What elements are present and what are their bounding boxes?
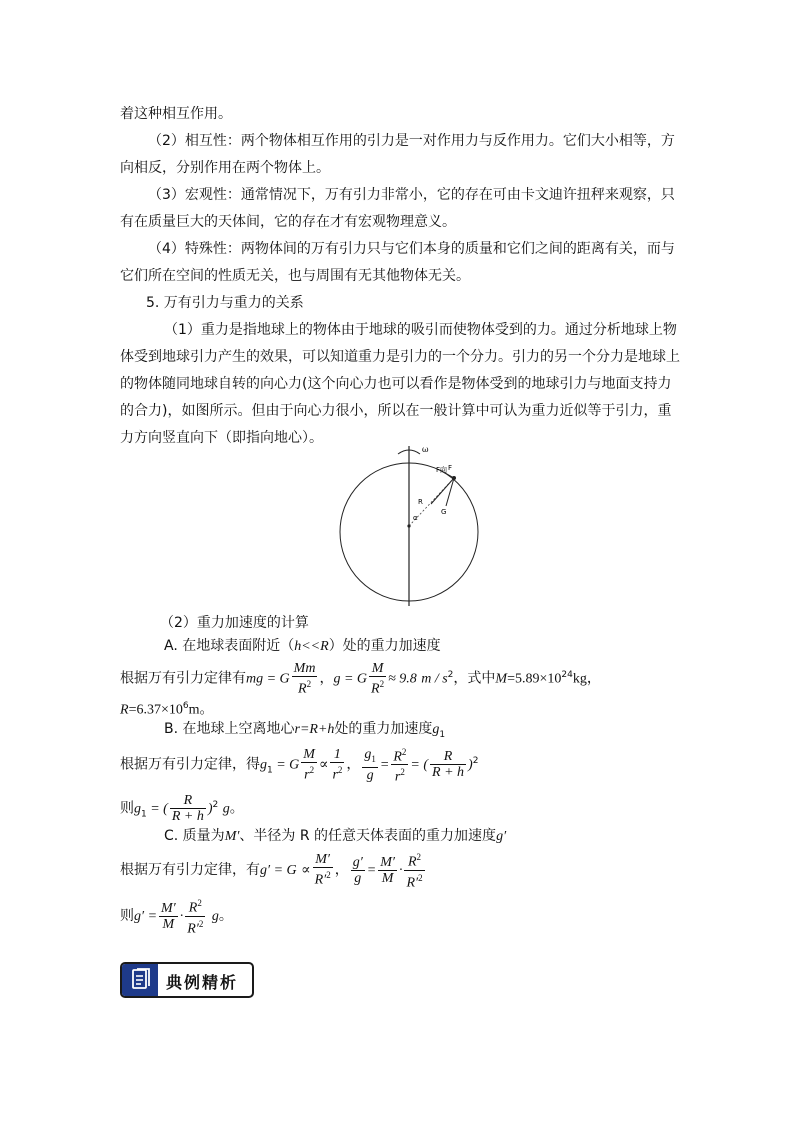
text: 根据万有引力定律，得 xyxy=(120,756,260,773)
numerator: R xyxy=(170,793,206,809)
paragraph-gravity-5: 力方向竖直向下（即指向地心）。 xyxy=(120,430,323,446)
paragraph-gravity-4: 的合力)，如图所示。但由于向心力很小，所以在一般计算中可认为重力近似等于引力，重 xyxy=(120,403,672,419)
value: =5.89×10 xyxy=(507,671,562,687)
denominator: R + h xyxy=(432,765,465,781)
numerator xyxy=(404,850,424,871)
text: 。 xyxy=(218,908,233,925)
text: 处的重力加速度 xyxy=(334,721,433,737)
numerator: M xyxy=(369,661,386,677)
numerator: M′ xyxy=(161,900,176,916)
denominator: g xyxy=(354,870,362,886)
denominator-text: r xyxy=(394,769,401,785)
exponent: 2 xyxy=(212,800,219,810)
variable: R xyxy=(120,702,129,718)
text: 。 xyxy=(229,800,244,817)
angle-label: α xyxy=(413,514,418,522)
document-icon xyxy=(122,964,158,996)
text: C. 质量为 xyxy=(164,828,225,844)
fraction xyxy=(391,745,408,785)
paragraph-macroscopic xyxy=(148,185,708,205)
separator: ， xyxy=(319,670,334,687)
fraction xyxy=(185,896,205,936)
paragraph-gravity-1: （1）重力是指地球上的物体由于地球的吸引而使物体受到的力。通过分析地球上物 xyxy=(164,322,677,338)
denominator: R + h xyxy=(171,809,204,825)
numerator xyxy=(362,747,378,768)
numerator: Mm xyxy=(293,660,316,676)
math: g xyxy=(222,801,230,817)
text: 则 xyxy=(120,800,134,817)
math: = ( xyxy=(410,757,429,773)
document-icon-svg xyxy=(122,964,158,996)
exponent: 2 xyxy=(418,872,423,883)
fraction xyxy=(430,749,466,780)
paragraph-mutuality-cont xyxy=(120,158,680,178)
item-label: （3）宏观性： xyxy=(148,187,241,203)
exponent: 2 xyxy=(309,764,315,775)
item-text: 有在质量巨大的天体间，它的存在才有宏观物理意义。 xyxy=(120,214,456,230)
denominator xyxy=(369,677,386,697)
paragraph-special xyxy=(148,239,708,259)
denominator: g xyxy=(366,767,374,783)
equation-line-c2 xyxy=(120,896,680,936)
numerator: R xyxy=(430,749,466,765)
fraction xyxy=(404,850,424,890)
exponent: 2 xyxy=(416,852,422,862)
numerator xyxy=(185,896,205,917)
text: B. 在地球上空离地心 xyxy=(164,721,295,737)
paragraph-mutuality xyxy=(148,131,708,151)
equation-line-b2 xyxy=(120,787,680,823)
object-point xyxy=(452,476,456,480)
math: ) xyxy=(207,801,213,817)
subscript: 1 xyxy=(439,729,446,740)
value: =6.37×10 xyxy=(128,702,183,718)
denominator xyxy=(391,765,408,785)
math: · xyxy=(398,863,403,879)
numerator: g′ xyxy=(352,854,363,870)
numerator-text: R xyxy=(188,900,198,916)
denominator: M xyxy=(381,870,394,886)
paragraph-gravity-3: 的物体随同地球自转的向心力(这个向心力也可以看作是物体受到的地球引力与地面支持力 xyxy=(120,376,672,392)
denominator: M xyxy=(162,916,175,932)
text: 着这种相互作用。 xyxy=(120,106,232,122)
exponent: 2 xyxy=(401,746,407,757)
exponent: 2 xyxy=(198,918,204,929)
exponent: 2 xyxy=(306,678,312,689)
fraction xyxy=(351,855,365,886)
equation-line-c xyxy=(120,850,680,890)
math: mg = G xyxy=(246,671,290,687)
badge-label: 典例精析 xyxy=(166,973,239,992)
fraction xyxy=(362,747,378,783)
centripetal-label: F向 xyxy=(436,466,448,474)
example-section-badge xyxy=(120,962,254,998)
text: 、半径为 R 的任意天体表面的重力加速度 xyxy=(239,828,497,844)
math: = xyxy=(379,757,390,773)
omega-label: ω xyxy=(422,445,429,454)
subscript: 1 xyxy=(267,765,273,776)
variable: M xyxy=(495,671,508,687)
numerator xyxy=(391,745,408,766)
fraction xyxy=(159,901,178,932)
denominator-text: r xyxy=(332,767,338,783)
separator: ， xyxy=(346,756,361,773)
exponent: 2 xyxy=(447,670,454,680)
exponent: 6 xyxy=(182,701,189,711)
condition: h<<R xyxy=(294,639,329,654)
item-text: 两物体间的万有引力只与它们本身的质量和它们之间的距离有关，而与 xyxy=(240,241,675,257)
radius-label: R xyxy=(418,498,423,506)
denominator xyxy=(185,917,205,937)
item-text: 向相反，分别作用在两个物体上。 xyxy=(120,160,330,176)
paragraph-special-cont xyxy=(120,266,680,286)
unit: m。 xyxy=(188,702,214,718)
earth-gravity-diagram xyxy=(336,440,484,606)
math: ∝ xyxy=(318,757,329,773)
paragraph-gravity-2: 体受到地球引力产生的效果，可以知道重力是引力的一个分力。引力的另一个分力是地球上 xyxy=(120,349,680,365)
fraction xyxy=(301,747,317,783)
paragraph-continuation xyxy=(120,104,680,124)
math: ) xyxy=(468,757,473,773)
math: = G xyxy=(272,757,300,773)
denominator xyxy=(292,677,318,697)
exponent: 2 xyxy=(379,678,385,689)
unit: m / s xyxy=(421,671,448,687)
denominator xyxy=(404,871,424,891)
weight-label: G xyxy=(441,508,447,516)
denominator xyxy=(301,763,317,783)
fraction xyxy=(378,855,397,886)
exponent: 2 xyxy=(337,764,343,775)
item-label: （4）特殊性： xyxy=(148,241,241,257)
denominator-text: R′ xyxy=(314,872,327,888)
item-text: 通常情况下，万有引力非常小，它的存在可由卡文迪许扭秤来观察，只 xyxy=(240,187,675,203)
condition: r=R+h xyxy=(294,722,335,737)
item-text: 两个物体相互作用的引力是一对作用力与反作用力。它们大小相等，方 xyxy=(240,133,675,149)
math: = ( xyxy=(146,801,168,817)
math: g′ = xyxy=(134,909,158,925)
numerator-text: g xyxy=(364,746,372,762)
text: 则 xyxy=(120,908,134,925)
math: ≈ 9.8 xyxy=(388,671,417,687)
text: 根据万有引力定律，有 xyxy=(120,862,260,879)
fraction xyxy=(170,793,206,824)
fraction xyxy=(330,747,344,783)
denominator-text: R′ xyxy=(406,875,419,891)
text: ）处的重力加速度 xyxy=(328,638,441,654)
item-label: （2）相互性： xyxy=(148,133,241,149)
numerator: 1 xyxy=(330,747,344,763)
denominator-text: R′ xyxy=(187,921,199,937)
math: g = G xyxy=(333,671,368,687)
symbol: M′ xyxy=(224,829,240,844)
math: ∝ xyxy=(301,863,311,879)
math: g xyxy=(211,909,219,925)
subscript: 1 xyxy=(141,809,147,820)
exponent: 2 xyxy=(326,870,331,881)
exponent: 2 xyxy=(400,767,405,778)
paragraph-macroscopic-cont xyxy=(120,212,680,232)
numerator-text: R xyxy=(407,854,417,870)
unit: kg， xyxy=(572,671,601,687)
numerator: M′ xyxy=(313,852,333,868)
symbol: g′ xyxy=(496,829,507,844)
earth-center xyxy=(407,524,410,527)
exponent: 24 xyxy=(561,670,573,680)
math: g′ = G xyxy=(260,863,297,879)
equation-line-b xyxy=(120,741,680,785)
text: 根据万有引力定律有 xyxy=(120,670,246,687)
denominator-text: r xyxy=(304,767,310,783)
math: · xyxy=(179,909,184,925)
math: g xyxy=(260,757,267,773)
denominator xyxy=(313,868,333,888)
subsection-heading: （2）重力加速度的计算 xyxy=(160,615,309,631)
symbol: g xyxy=(432,722,440,737)
numerator: M′ xyxy=(380,854,395,870)
subscript: 1 xyxy=(371,753,376,764)
equation-line-a xyxy=(120,657,680,697)
exponent: 2 xyxy=(472,756,479,766)
denominator-text: R xyxy=(371,681,380,697)
force-label: F xyxy=(448,464,453,472)
numerator-text: R xyxy=(393,749,402,765)
fraction xyxy=(369,661,386,697)
item-text: 它们所在空间的性质无关，也与周围有无其他物体无关。 xyxy=(120,268,470,284)
math: g xyxy=(134,801,141,817)
text: ，式中 xyxy=(453,670,496,687)
fraction xyxy=(313,852,333,888)
denominator xyxy=(330,763,344,783)
math: = xyxy=(366,863,377,879)
section-heading: 5. 万有引力与重力的关系 xyxy=(146,295,304,311)
separator: ， xyxy=(334,862,349,879)
case-c-heading xyxy=(164,826,724,847)
numerator: M xyxy=(303,746,315,762)
fraction xyxy=(292,661,318,697)
exponent: 2 xyxy=(197,898,202,908)
denominator-text: R xyxy=(298,681,307,697)
text: A. 在地球表面附近（ xyxy=(164,638,295,654)
equation-line-a2 xyxy=(120,696,680,721)
case-a-heading xyxy=(164,636,724,657)
